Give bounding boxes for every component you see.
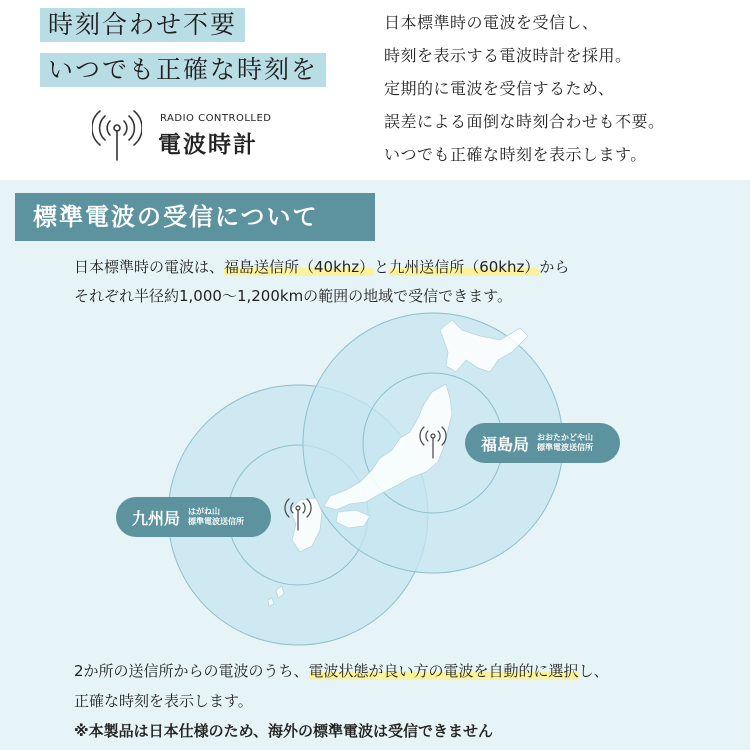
- footer-text: 2か所の送信所からの電波のうち、: [74, 662, 309, 680]
- station-type: 標準電波送信所: [188, 517, 245, 526]
- intro-line: 誤差による面倒な時刻合わせも不要。: [384, 112, 665, 131]
- headline-tag-1: 時刻合わせ不要: [40, 8, 245, 42]
- kyushu-frequency-highlight: 九州送信所（60khz）: [389, 258, 540, 276]
- kyushu-station-label: [116, 497, 271, 537]
- station-detail: [188, 507, 244, 527]
- station-detail: [537, 433, 593, 453]
- station-mountain: はがね山: [188, 507, 221, 516]
- headline-tag-2: いつでも正確な時刻を: [40, 53, 326, 87]
- fukushima-station-label: [465, 423, 620, 463]
- intro-line: いつでも正確な時刻を表示します。: [384, 145, 647, 164]
- station-name: 福島局: [481, 434, 530, 454]
- desc-text: から: [539, 258, 570, 276]
- fukushima-frequency-highlight: 福島送信所（40khz）: [224, 258, 375, 276]
- footer-text: し、: [578, 662, 609, 680]
- reception-description-line-1: [74, 256, 694, 277]
- desc-text: 日本標準時の電波は、: [74, 258, 225, 276]
- intro-line: 定期的に電波を受信するため、: [384, 79, 615, 98]
- brand-title: 電波時計: [158, 132, 258, 158]
- station-type: 標準電波送信所: [537, 443, 594, 452]
- intro-line: 時刻を表示する電波時計を採用。: [384, 46, 632, 65]
- brand-subtitle: RADIO CONTROLLED: [160, 113, 272, 124]
- auto-select-highlight: 電波状態が良い方の電波を自動的に選択: [308, 662, 579, 680]
- section-title: 標準電波の受信について: [15, 193, 375, 241]
- intro-line: 日本標準時の電波を受信し、: [384, 13, 599, 32]
- footer-notice: ※本製品は日本仕様のため、海外の標準電波は受信できません: [74, 722, 493, 740]
- footer-line-1: [74, 660, 609, 681]
- footer-line-2: 正確な時刻を表示します。: [74, 692, 253, 710]
- station-name: 九州局: [132, 508, 181, 528]
- reception-description-line-2: それぞれ半径約1,000～1,200kmの範囲の地域で受信できます。: [74, 287, 512, 305]
- station-mountain: おおたかどや山: [537, 433, 594, 442]
- desc-text: と: [374, 258, 390, 276]
